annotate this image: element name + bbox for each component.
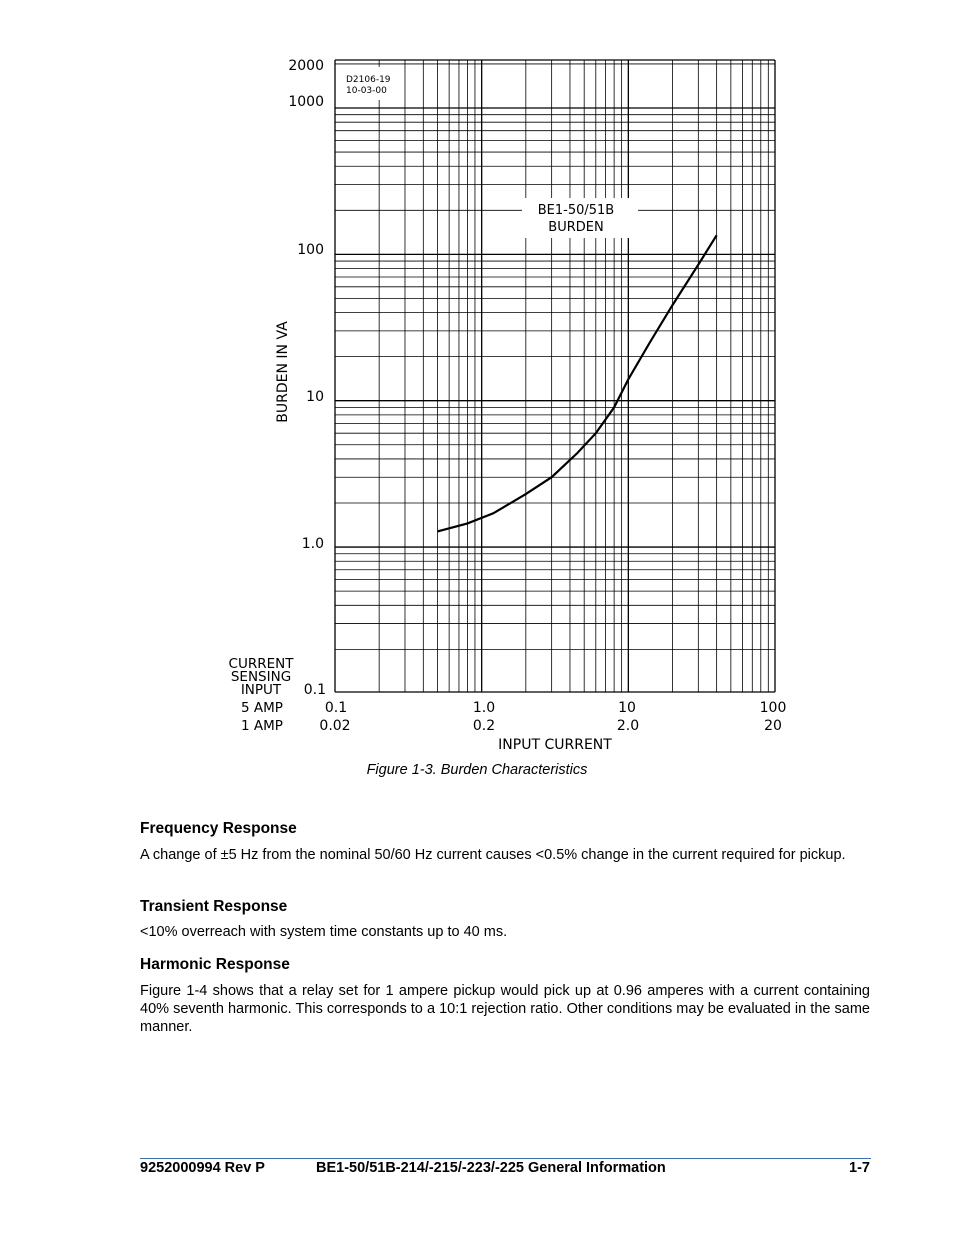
footer-rule bbox=[140, 1158, 871, 1159]
series-label-line-1: BE1-50/51B bbox=[537, 203, 615, 218]
y-tick-0-1: 0.1 bbox=[303, 682, 326, 698]
chart-frame bbox=[335, 60, 775, 692]
x-tick-5amp-10: 10 bbox=[618, 700, 636, 716]
x-axis-label: INPUT CURRENT bbox=[498, 737, 612, 753]
heading-frequency-response: Frequency Response bbox=[140, 820, 297, 837]
footer-title: BE1-50/51B-214/-215/-223/-225 General Information bbox=[316, 1160, 666, 1176]
x-tick-1amp-2: 2.0 bbox=[616, 718, 640, 734]
y-tick-10: 10 bbox=[306, 389, 324, 405]
chart-grid bbox=[335, 60, 775, 692]
y-tick-1000: 1000 bbox=[288, 94, 324, 110]
drawing-stamp-line-2: 10-03-00 bbox=[346, 86, 387, 96]
burden-chart bbox=[220, 50, 800, 760]
footer-doc-number: 9252000994 Rev P bbox=[140, 1160, 265, 1176]
heading-harmonic-response: Harmonic Response bbox=[140, 956, 290, 973]
y-tick-1: 1.0 bbox=[301, 536, 324, 552]
footer-page-number: 1-7 bbox=[849, 1160, 870, 1176]
current-sensing-label-2: SENSING bbox=[230, 669, 292, 685]
drawing-stamp-line-1: D2106-19 bbox=[346, 75, 391, 85]
x-tick-1amp-0-2: 0.2 bbox=[472, 718, 496, 734]
figure-caption: Figure 1-3. Burden Characteristics bbox=[366, 762, 588, 778]
current-sensing-label-1: CURRENT bbox=[228, 656, 294, 672]
harmonic-response-text: Figure 1-4 shows that a relay set for 1 ampere pickup would pick up at 0.96 amperes with a current containing 40% seventh harmonic. This corresponds to a 10:1 rejection ratio. Other conditions may be evaluated in the same manner. bbox=[140, 983, 870, 1035]
y-tick-100: 100 bbox=[297, 242, 324, 258]
burden-curve bbox=[438, 235, 717, 531]
x-tick-5amp-0-1: 0.1 bbox=[324, 700, 348, 716]
transient-response-text: <10% overreach with system time constants up to 40 ms. bbox=[140, 924, 508, 940]
x-tick-1amp-0-02: 0.02 bbox=[319, 718, 351, 734]
x-tick-1amp-20: 20 bbox=[764, 718, 782, 734]
series-label-line-2: BURDEN bbox=[548, 220, 604, 235]
one-amp-row-label: 1 AMP bbox=[241, 718, 283, 734]
frequency-response-text: A change of ±5 Hz from the nominal 50/60 Hz current causes <0.5% change in the current required for pickup. bbox=[140, 847, 846, 863]
heading-transient-response: Transient Response bbox=[140, 898, 288, 915]
current-sensing-label-3: INPUT bbox=[240, 682, 282, 698]
x-tick-5amp-1: 1.0 bbox=[472, 700, 496, 716]
x-tick-5amp-100: 100 bbox=[759, 700, 787, 716]
y-axis-label: BURDEN IN VA bbox=[275, 321, 291, 423]
y-tick-2000: 2000 bbox=[288, 58, 324, 74]
five-amp-row-label: 5 AMP bbox=[241, 700, 283, 716]
